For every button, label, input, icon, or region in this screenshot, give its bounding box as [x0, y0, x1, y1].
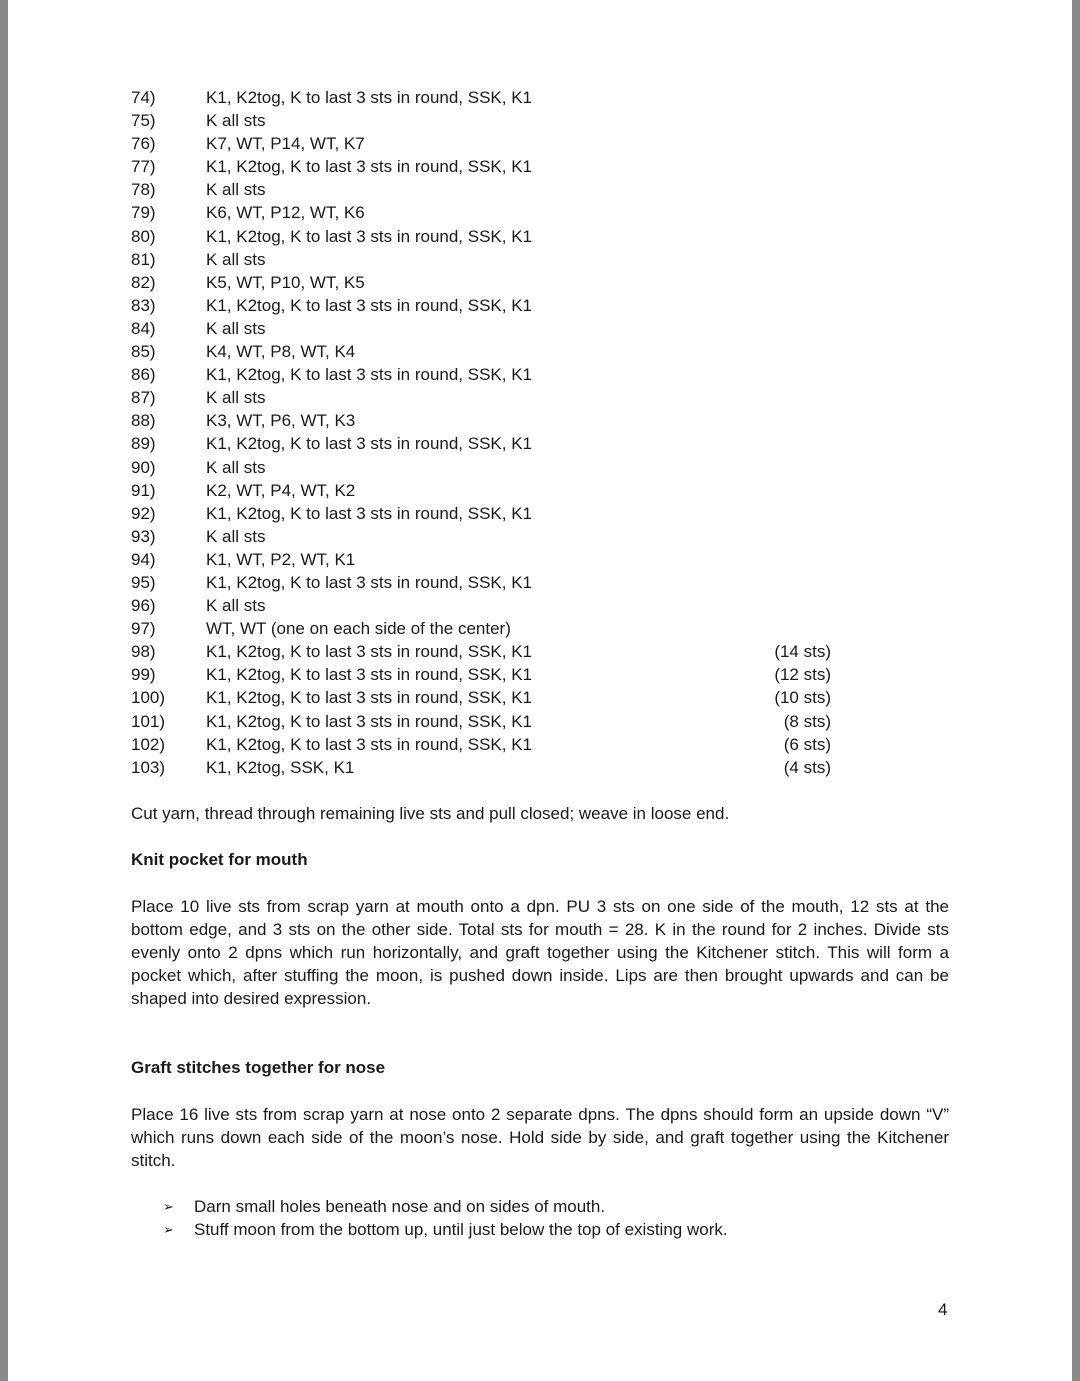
- row-number: 89): [131, 434, 156, 454]
- row-number: 102): [131, 734, 166, 754]
- mouth-heading: Knit pocket for mouth: [131, 850, 308, 869]
- row-number: 78): [131, 180, 156, 200]
- pattern-row: [131, 109, 851, 132]
- row-instruction: K1, WT, P2, WT, K1: [206, 549, 356, 569]
- bullet-text: Darn small holes beneath nose and on sides of mouth.: [194, 1197, 606, 1216]
- row-number: 101): [131, 711, 166, 731]
- row-number: 80): [131, 226, 156, 246]
- row-instruction: K7, WT, P14, WT, K7: [206, 134, 365, 154]
- pattern-row: [131, 456, 851, 479]
- row-number: 86): [131, 365, 156, 385]
- document-page: [8, 0, 1072, 1381]
- bullet-item: [163, 1195, 923, 1218]
- pattern-row: [131, 594, 851, 617]
- pattern-row: [131, 548, 851, 571]
- row-instruction: K1, K2tog, K to last 3 sts in round, SSK, K1: [206, 365, 533, 385]
- row-number: 79): [131, 203, 156, 223]
- pattern-row: [131, 409, 851, 432]
- bullet-list: [163, 1195, 923, 1241]
- row-number: 85): [131, 342, 156, 362]
- pattern-row: [131, 525, 851, 548]
- row-number: 75): [131, 111, 156, 131]
- row-number: 77): [131, 157, 156, 177]
- row-number: 96): [131, 596, 156, 616]
- row-instruction: K1, K2tog, K to last 3 sts in round, SSK, K1: [206, 226, 533, 246]
- stitch-count: (12 sts): [774, 665, 831, 685]
- row-instruction: K all sts: [206, 457, 266, 477]
- pattern-row: [131, 663, 851, 686]
- stitch-count: (4 sts): [783, 757, 831, 777]
- arrow-bullet-icon: ➢: [163, 1199, 174, 1214]
- row-instruction: K all sts: [206, 526, 266, 546]
- row-number: 87): [131, 388, 156, 408]
- row-number: 88): [131, 411, 156, 431]
- row-instruction: K1, K2tog, SSK, K1: [206, 757, 355, 777]
- row-instruction: K5, WT, P10, WT, K5: [206, 272, 365, 292]
- row-instruction: K1, K2tog, K to last 3 sts in round, SSK, K1: [206, 642, 533, 662]
- pattern-row: [131, 386, 851, 409]
- pattern-row: [131, 86, 851, 109]
- row-instruction: K all sts: [206, 249, 266, 269]
- row-instruction: K1, K2tog, K to last 3 sts in round, SSK, K1: [206, 665, 533, 685]
- row-instruction: WT, WT (one on each side of the center): [206, 619, 511, 639]
- pattern-row: [131, 710, 851, 733]
- pattern-row: [131, 640, 851, 663]
- pattern-rows: [131, 86, 851, 779]
- row-instruction: K2, WT, P4, WT, K2: [206, 480, 356, 500]
- row-number: 98): [131, 642, 156, 662]
- row-number: 82): [131, 272, 156, 292]
- row-number: 95): [131, 572, 156, 592]
- row-instruction: K1, K2tog, K to last 3 sts in round, SSK, K1: [206, 734, 533, 754]
- row-instruction: K1, K2tog, K to last 3 sts in round, SSK, K1: [206, 711, 533, 731]
- row-number: 92): [131, 503, 156, 523]
- row-number: 103): [131, 757, 166, 777]
- row-instruction: K all sts: [206, 596, 266, 616]
- row-instruction: K1, K2tog, K to last 3 sts in round, SSK, K1: [206, 157, 533, 177]
- pattern-row: [131, 617, 851, 640]
- row-instruction: K4, WT, P8, WT, K4: [206, 342, 356, 362]
- pattern-row: [131, 686, 851, 709]
- row-instruction: K all sts: [206, 388, 266, 408]
- pattern-row: [131, 317, 851, 340]
- row-number: 97): [131, 619, 156, 639]
- row-instruction: K all sts: [206, 111, 266, 131]
- pattern-row: [131, 248, 851, 271]
- pattern-row: [131, 479, 851, 502]
- pattern-row: [131, 294, 851, 317]
- row-instruction: K1, K2tog, K to last 3 sts in round, SSK, K1: [206, 572, 533, 592]
- page-number: 4: [938, 1300, 948, 1319]
- nose-heading: Graft stitches together for nose: [131, 1058, 386, 1077]
- pattern-row: [131, 363, 851, 386]
- stitch-count: (6 sts): [783, 734, 831, 754]
- pattern-row: [131, 201, 851, 224]
- pattern-row: [131, 271, 851, 294]
- pattern-row: [131, 502, 851, 525]
- row-instruction: K3, WT, P6, WT, K3: [206, 411, 356, 431]
- mouth-paragraph: Place 10 live sts from scrap yarn at mouth onto a dpn. PU 3 sts on one side of the mouth, 12 sts at the bottom edge, and 3 sts on the other side. Total sts for mouth = 28. K in the round for 2 inches. Divide sts evenly onto 2 dpns which run horizontally, and graft together using the Kitchener stitch. This will form a pocket which, after stuffing the moon, is pushed down inside. Lips are then brought upwards and can be shaped into desired expression.: [131, 897, 949, 1009]
- row-number: 93): [131, 526, 156, 546]
- row-number: 99): [131, 665, 156, 685]
- stitch-count: (8 sts): [783, 711, 831, 731]
- row-instruction: K1, K2tog, K to last 3 sts in round, SSK, K1: [206, 434, 533, 454]
- stitch-count: (14 sts): [774, 642, 831, 662]
- row-number: 91): [131, 480, 156, 500]
- bullet-item: [163, 1218, 923, 1241]
- arrow-bullet-icon: ➢: [163, 1222, 174, 1238]
- row-number: 74): [131, 88, 156, 107]
- nose-paragraph: Place 16 live sts from scrap yarn at nose onto 2 separate dpns. The dpns should form an upside down “V” which runs down each side of the moon’s nose. Hold side by side, and graft together using the Kitchener stitch.: [131, 1105, 949, 1171]
- row-number: 76): [131, 134, 156, 154]
- row-number: 94): [131, 549, 156, 569]
- row-instruction: K1, K2tog, K to last 3 sts in round, SSK, K1: [206, 688, 533, 708]
- bullet-text: Stuff moon from the bottom up, until just below the top of existing work.: [194, 1220, 728, 1240]
- stitch-count: (10 sts): [774, 688, 831, 708]
- pattern-row: [131, 155, 851, 178]
- pattern-row: [131, 340, 851, 363]
- row-instruction: K1, K2tog, K to last 3 sts in round, SSK, K1: [206, 88, 533, 107]
- row-number: 84): [131, 318, 156, 338]
- row-instruction: K6, WT, P12, WT, K6: [206, 203, 365, 223]
- row-instruction: K all sts: [206, 180, 266, 200]
- pattern-row: [131, 432, 851, 455]
- pattern-row: [131, 756, 851, 779]
- row-instruction: K1, K2tog, K to last 3 sts in round, SSK, K1: [206, 295, 533, 315]
- pattern-row: [131, 132, 851, 155]
- pattern-row: [131, 178, 851, 201]
- row-number: 90): [131, 457, 156, 477]
- row-instruction: K1, K2tog, K to last 3 sts in round, SSK, K1: [206, 503, 533, 523]
- row-number: 83): [131, 295, 156, 315]
- row-number: 100): [131, 688, 166, 708]
- pattern-row: [131, 571, 851, 594]
- finish-instruction: Cut yarn, thread through remaining live sts and pull closed; weave in loose end.: [131, 804, 730, 823]
- row-number: 81): [131, 249, 156, 269]
- pattern-row: [131, 225, 851, 248]
- row-instruction: K all sts: [206, 318, 266, 338]
- pattern-row: [131, 733, 851, 756]
